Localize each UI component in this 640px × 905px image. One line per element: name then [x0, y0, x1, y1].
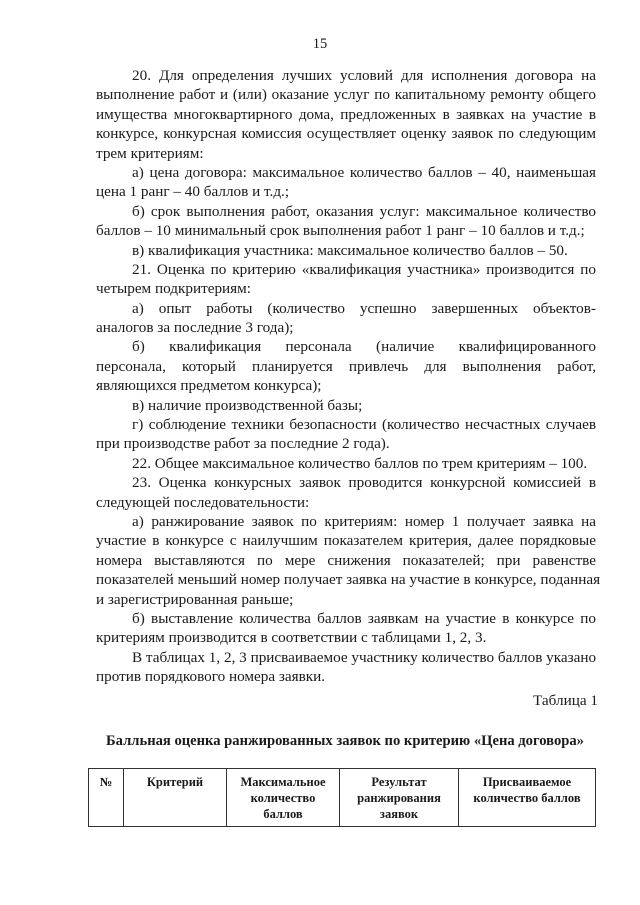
text-line: и зарегистрированная раньше;: [96, 590, 294, 608]
text-line: г) соблюдение техники безопасности (количество несчастных случаев: [132, 416, 596, 434]
text-line: цена 1 ранг – 40 баллов и т.д.;: [96, 183, 290, 201]
text-line: 21. Оценка по критерию «квалификация участника» производится по: [132, 260, 596, 278]
table-label: Таблица 1: [533, 692, 598, 709]
text-line: являющихся предметом конкурса);: [96, 377, 322, 395]
text-line: критериям производится в соответствии с таблицами 1, 2, 3.: [96, 629, 487, 647]
header-ranking-result: Результат ранжирования заявок: [340, 769, 459, 827]
text-line: 20. Для определения лучших условий для исполнения договора на: [132, 67, 596, 84]
text-line: следующей последовательности:: [96, 493, 310, 511]
text-line: б) срок выполнения работ, оказания услуг: максимальное количество: [132, 202, 596, 220]
text-line: при производстве работ за последние 2 года).: [96, 435, 390, 453]
text-line: аналогов за последние 3 года);: [96, 319, 294, 337]
text-line: показателей меньший номер получает заявка на участие в конкурсе, поданная: [96, 571, 601, 589]
text-line: б) квалификация персонала (наличие квалифицированного: [132, 338, 596, 356]
page-number: 15: [312, 36, 328, 52]
text-line: против порядкового номера заявки.: [96, 668, 326, 686]
text-line: в) квалификация участника: максимальное количество баллов – 50.: [132, 241, 568, 259]
text-line: 22. Общее максимальное количество баллов по трем критериям – 100.: [132, 454, 588, 472]
text-line: имущества многоквартирного дома, предложенных в заявках на участие в: [96, 105, 596, 123]
text-line: б) выставление количества баллов заявкам на участие в конкурсе по: [132, 609, 596, 627]
text-line: четырем подкритериям:: [96, 280, 251, 298]
header-criterion: Критерий: [124, 769, 227, 827]
text-line: а) ранжирование заявок по критериям: номер 1 получает заявка на: [132, 512, 596, 530]
scores-table: [88, 768, 596, 827]
table-title: Балльная оценка ранжированных заявок по критерию «Цена договора»: [106, 733, 584, 749]
text-line: В таблицах 1, 2, 3 присваиваемое участнику количество баллов указано: [132, 648, 597, 666]
text-line: конкурсе, конкурсная комиссия осуществляет оценку заявок по следующим: [96, 125, 596, 143]
text-line: 23. Оценка конкурсных заявок проводится конкурсной комиссией в: [132, 474, 596, 492]
text-line: персонала, который планируется привлечь для выполнения работ,: [96, 357, 596, 375]
text-line: а) опыт работы (количество успешно завершенных объектов-: [132, 299, 596, 317]
text-line: номера выставляются по мере снижения показателей; при равенстве: [96, 551, 596, 569]
header-max-points: Максимальное количество баллов: [227, 769, 340, 827]
text-line: участие в конкурсе с наилучшим показателем критерия, далее порядковые: [96, 532, 596, 550]
header-number: №: [89, 769, 124, 827]
text-line: выполнение работ и (или) оказание услуг по капитальному ремонту общего: [96, 86, 596, 104]
text-line: баллов – 10 минимальный срок выполнения работ 1 ранг – 10 баллов и т.д.;: [96, 222, 585, 240]
table-header-row: [89, 769, 596, 827]
text-line: трем критериям:: [96, 144, 204, 162]
document-body: [96, 66, 601, 687]
text-line: а) цена договора: максимальное количество баллов – 40, наименьшая: [132, 163, 596, 181]
header-assigned-points: Присваиваемое количество баллов: [459, 769, 596, 827]
text-line: в) наличие производственной базы;: [132, 396, 363, 414]
